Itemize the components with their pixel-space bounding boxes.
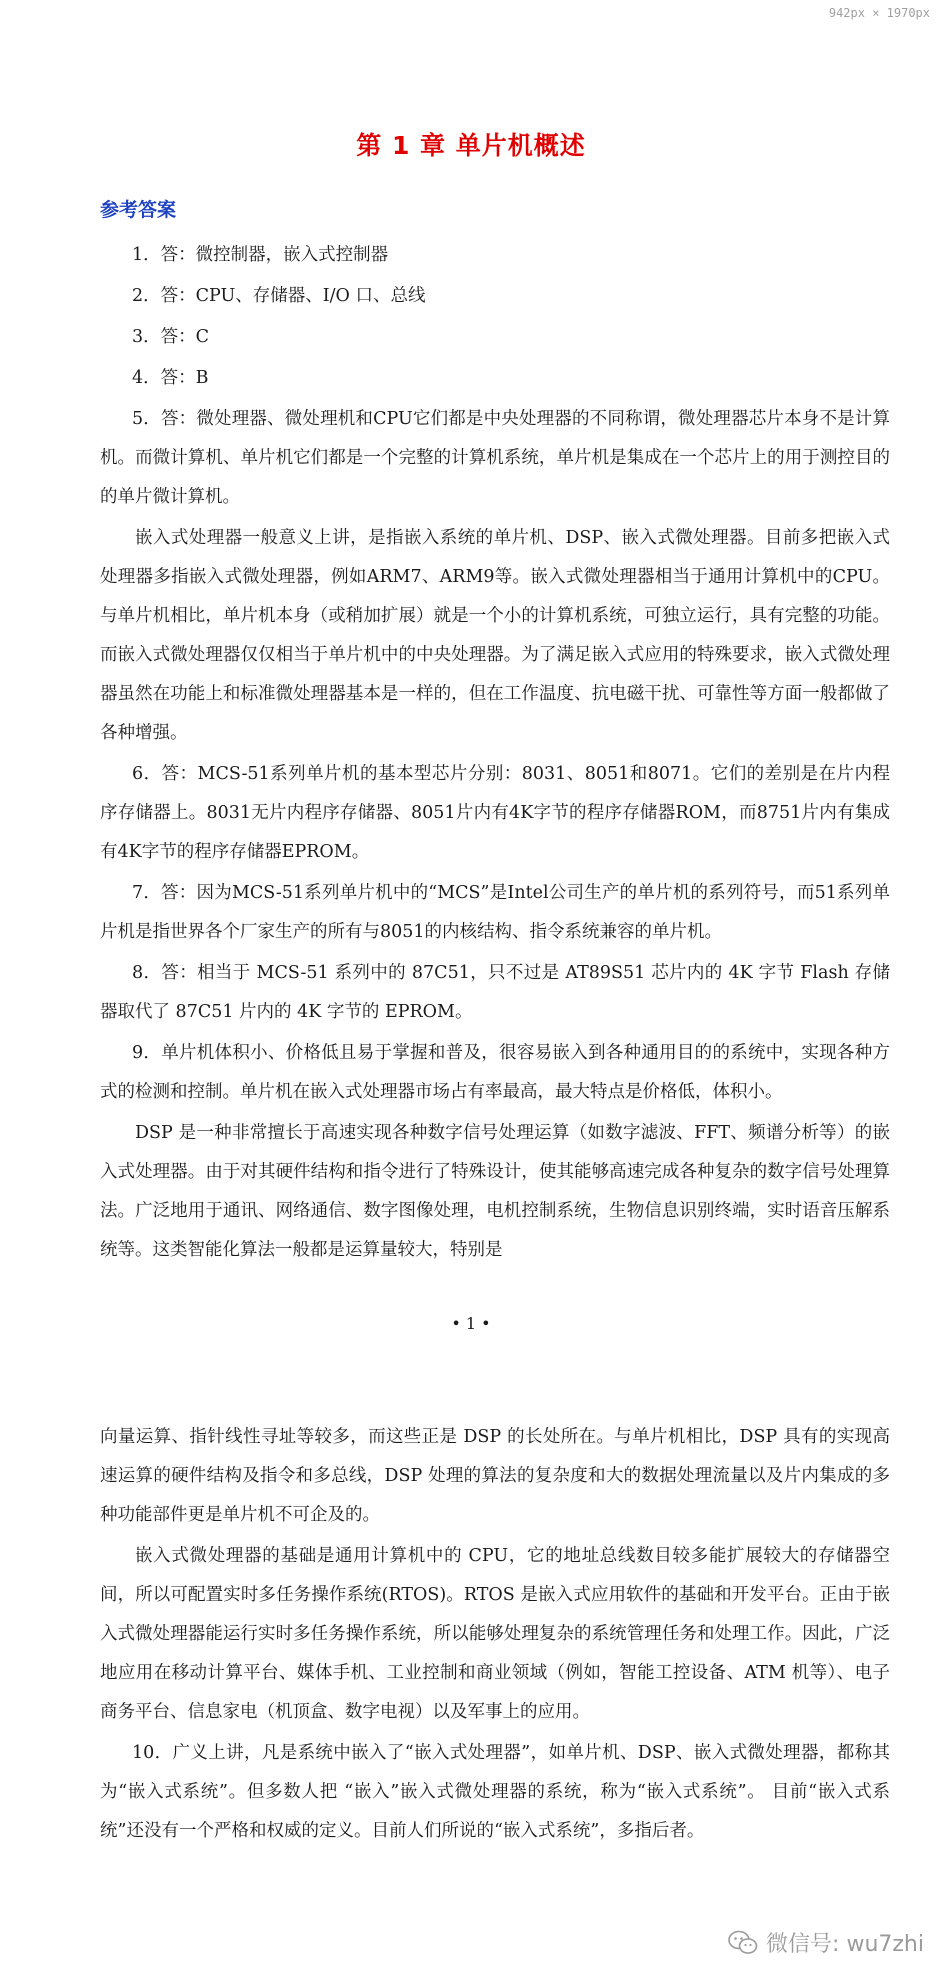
chapter-title: 第 1 章 单片机概述 — [356, 131, 586, 160]
answer-10: 10．广义上讲，凡是系统中嵌入了“嵌入式处理器”，如单片机、DSP、嵌入式微处理器，都称其为“嵌入式系统”。但多数人把 “嵌入”嵌入式微处理器的系统，称为“嵌入式系统”。 目前“嵌入式系统”还没有一个严格和权威的定义。目前人们所说的“嵌入式系统”，多指后者。 — [100, 1743, 890, 1841]
answer-9-dsp: DSP 是一种非常擅长于高速实现各种数字信号处理运算（如数字滤波、FFT、频谱分析等）的嵌入式处理器。由于对其硬件结构和指令进行了特殊设计，使其能够高速完成各种复杂的数字信号处理算法。广泛地用于通讯、网络通信、数字图像处理，电机控制系统，生物信息识别终端，实时语音压解系统等。这类智能化算法一般都是运算量较大，特别是 — [100, 1123, 890, 1260]
answer-9-embedded: 嵌入式微处理器的基础是通用计算机中的 CPU，它的地址总线数目较多能扩展较大的存储器空间，所以可配置实时多任务操作系统(RTOS)。RTOS 是嵌入式应用软件的基础和开发平台。正由于嵌入式微处理器能运行实时多任务操作系统，所以能够处理复杂的系统管理任务和处理工作。因此，广泛地应用在移动计算平台、媒体手机、工业控制和商业领域（例如，智能工控设备、ATM 机等）、电子商务平台、信息家电（机顶盒、数字电视）以及军事上的应用。 — [100, 1546, 890, 1722]
answer-4: 4．答：B — [132, 368, 209, 388]
answer-6: 6．答：MCS-51系列单片机的基本型芯片分别：8031、8051和8071。它们的差别是在片内程序存储器上。8031无片内程序存储器、8051片内有4K字节的程序存储器ROM，而8751片内有集成有4K字节的程序存储器EPROM。 — [100, 764, 890, 862]
page-1-body — [100, 236, 890, 1272]
watermark-text: 微信号: wu7zhi — [766, 1932, 924, 1957]
answer-9-dsp-continued: 向量运算、指针线性寻址等较多，而这些正是 DSP 的长处所在。与单片机相比，DSP 具有的实现高速运算的硬件结构及指令和多总线，DSP 处理的算法的复杂度和大的数据处理流量以及片内集成的多种功能部件更是单片机不可企及的。 — [100, 1427, 890, 1525]
answer-3: 3．答：C — [132, 327, 210, 347]
page-number: • 1 • — [451, 1314, 491, 1333]
section-heading: 参考答案 — [100, 199, 177, 221]
answer-5-continued: 嵌入式处理器一般意义上讲，是指嵌入系统的单片机、DSP、嵌入式微处理器。目前多把嵌入式处理器多指嵌入式微处理器，例如ARM7、ARM9等。嵌入式微处理器相当于通用计算机中的CPU。与单片机相比，单片机本身（或稍加扩展）就是一个小的计算机系统，可独立运行，具有完整的功能。而嵌入式微处理器仅仅相当于单片机中的中央处理器。为了满足嵌入式应用的特殊要求，嵌入式微处理器虽然在功能上和标准微处理器基本是一样的，但在工作温度、抗电磁干扰、可靠性等方面一般都做了各种增强。 — [100, 528, 890, 743]
answer-9: 9．单片机体积小、价格低且易于掌握和普及，很容易嵌入到各种通用目的的系统中，实现各种方式的检测和控制。单片机在嵌入式处理器市场占有率最高，最大特点是价格低，体积小。 — [100, 1043, 890, 1102]
page-2-body — [100, 1418, 890, 1853]
answer-7: 7．答：因为MCS-51系列单片机中的“MCS”是Intel公司生产的单片机的系列符号，而51系列单片机是指世界各个厂家生产的所有与8051的内核结构、指令系统兼容的单片机。 — [100, 883, 890, 942]
wechat-icon — [728, 1930, 758, 1956]
answer-2: 2．答：CPU、存储器、I/O 口、总线 — [132, 286, 426, 306]
wechat-watermark — [728, 1927, 924, 1958]
answer-8: 8．答：相当于 MCS-51 系列中的 87C51，只不过是 AT89S51 芯片内的 4K 字节 Flash 存储器取代了 87C51 片内的 4K 字节的 EPROM。 — [100, 963, 890, 1022]
answer-5: 5．答：微处理器、微处理机和CPU它们都是中央处理器的不同称谓，微处理器芯片本身不是计算机。而微计算机、单片机它们都是一个完整的计算机系统，单片机是集成在一个芯片上的用于测控目的的单片微计算机。 — [100, 409, 890, 507]
canvas-size-label: 942px × 1970px — [828, 6, 930, 20]
answer-1: 1．答：微控制器，嵌入式控制器 — [132, 245, 389, 265]
